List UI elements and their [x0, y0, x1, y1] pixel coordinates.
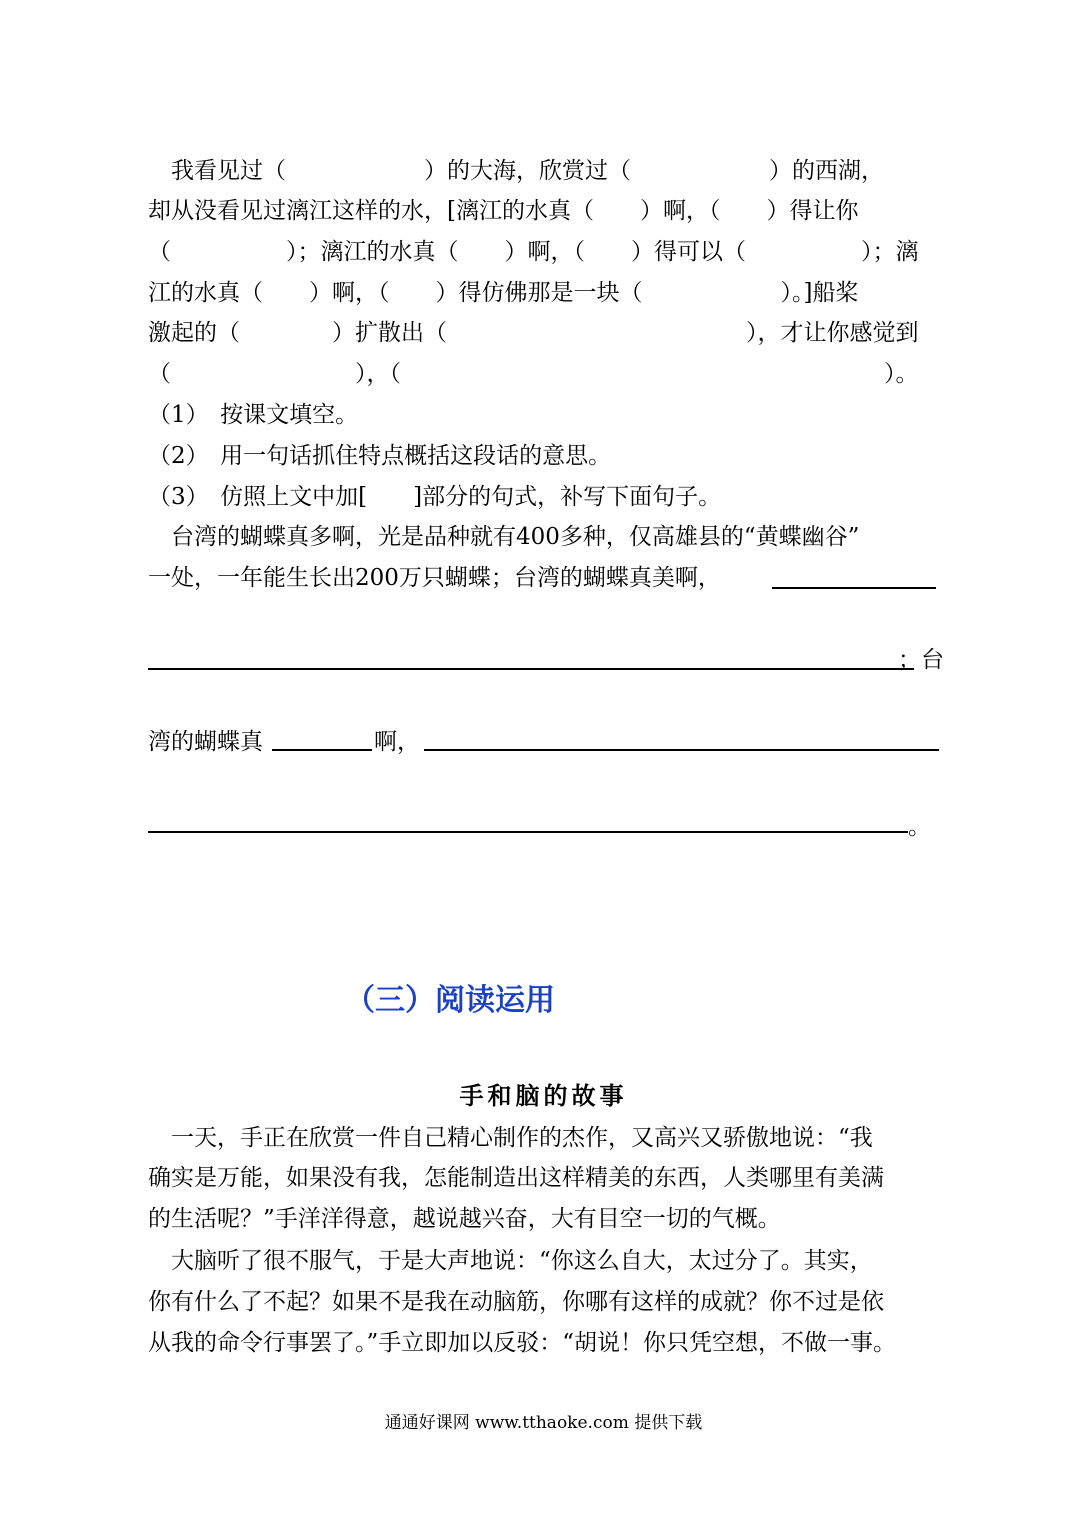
passage-line-5: 激起的（ ）扩散出（ ），才让你感觉到: [148, 320, 919, 346]
passage-line-2: 却从没看见过漓江这样的水，[漓江的水真（ ）啊，（ ）得让你: [148, 198, 859, 224]
exercise-line-1: 台湾的蝴蝶真多啊，光是品种就有400多种，仅高雄县的“黄蝶幽谷”: [148, 524, 860, 550]
passage-line-6: （ ），（ ）。: [148, 361, 919, 387]
answer-blank-2[interactable]: [148, 668, 914, 670]
story-title: 手和脑的故事: [459, 1082, 628, 1110]
story-p1-line-1: 一天，手正在欣赏一件自己精心制作的杰作，又高兴又骄傲地说：“我: [148, 1125, 873, 1151]
exercise-line-2: 一处，一年能生长出200万只蝴蝶；台湾的蝴蝶真美啊，: [148, 565, 721, 591]
answer-blank-5[interactable]: [148, 831, 908, 833]
exercise-line-4a: 湾的蝴蝶真: [148, 729, 263, 755]
story-p1-line-2: 确实是万能，如果没有我，怎能制造出这样精美的东西，人类哪里有美满: [148, 1165, 884, 1191]
story-p2-line-2: 你有什么了不起？如果不是我在动脑筋，你哪有这样的成就？你不过是依: [148, 1289, 884, 1315]
story-p1-line-3: 的生活呢？”手洋洋得意，越说越兴奋，大有目空一切的气概。: [148, 1206, 781, 1232]
period: 。: [908, 814, 931, 840]
question-2: （2） 用一句话抓住特点概括这段话的意思。: [148, 443, 612, 469]
exercise-line-4b: 啊，: [374, 729, 420, 755]
story-p2-line-1: 大脑听了很不服气，于是大声地说：“你这么自大，太过分了。其实，: [148, 1248, 873, 1274]
passage-line-4: 江的水真（ ）啊，（ ）得仿佛那是一块（ ）。]船桨: [148, 280, 859, 306]
answer-blank-3[interactable]: [272, 749, 372, 751]
story-p2-line-3: 从我的命令行事罢了。”手立即加以反驳：“胡说！你只凭空想，不做一事。: [148, 1330, 897, 1356]
semicolon-tai: ；台: [898, 647, 944, 673]
answer-blank-4[interactable]: [424, 749, 939, 751]
question-1: （1） 按课文填空。: [148, 402, 359, 428]
passage-line-3: （ ）；漓江的水真（ ）啊，（ ）得可以（ ）；漓: [148, 239, 919, 265]
answer-blank-1[interactable]: [772, 587, 936, 589]
question-3: （3） 仿照上文中加[ ]部分的句式，补写下面句子。: [148, 484, 722, 510]
footer: 通通好课网 www.tthaoke.com 提供下载: [384, 1413, 703, 1433]
passage-line-1: 我看见过（ ）的大海，欣赏过（ ）的西湖，: [148, 158, 884, 184]
section-title: （三）阅读运用: [345, 983, 555, 1018]
